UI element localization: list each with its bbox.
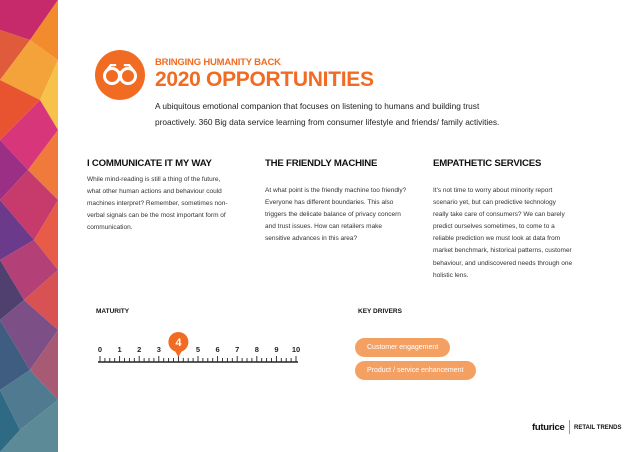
maturity-tick-label: 3	[156, 345, 161, 354]
page-lead: A ubiquitous emotional companion that focuses on listening to humans and building trust proactively. 360 Big data service learning from consumer lifestyle and friends/ family activities.	[155, 101, 500, 127]
binoculars-icon	[95, 50, 145, 100]
column-body: While mind-reading is still a thing of the future, what other human actions and behaviour could machines interpret? Remember, sometimes non-verbal signals can be the most important form of communication.	[87, 176, 228, 232]
key-drivers-label: KEY DRIVERS	[358, 308, 402, 315]
maturity-tick-label: 10	[291, 345, 301, 354]
key-driver-pill: Customer engagement	[355, 338, 450, 357]
column-communicate	[87, 158, 237, 234]
column-heading: THE FRIENDLY MACHINE	[265, 158, 378, 169]
maturity-tick-label: 2	[137, 345, 142, 354]
maturity-tick-label: 7	[235, 345, 240, 354]
maturity-label: MATURITY	[96, 308, 130, 315]
column-heading: I COMMUNICATE IT MY WAY	[87, 158, 212, 169]
maturity-marker-pointer	[174, 350, 182, 357]
maturity-tick-label: 9	[274, 345, 279, 354]
maturity-tick-label: 1	[117, 345, 122, 354]
key-driver-pill: Product / service enhancement	[355, 361, 476, 380]
column-body: At what point is the friendly machine too friendly? Everyone has different boundaries. This also triggers the delicate balance of privacy concern and trust issues. How can retailers make sensitive advances in this area?	[265, 187, 407, 243]
column-heading: EMPATHETIC SERVICES	[433, 158, 542, 169]
maturity-marker-label: 4	[175, 337, 182, 349]
footer-divider	[569, 420, 570, 434]
maturity-tick-label: 5	[195, 345, 201, 354]
maturity-tick-label: 6	[215, 345, 220, 354]
page-kicker: BRINGING HUMANITY BACK	[155, 57, 281, 68]
decorative-side-art	[0, 0, 58, 452]
column-empathetic-services	[433, 158, 583, 282]
brand-logo: futurice	[532, 422, 565, 433]
maturity-scale	[94, 330, 304, 370]
maturity-tick-label: 0	[97, 345, 103, 354]
column-friendly-machine	[265, 158, 415, 245]
page-title: 2020 OPPORTUNITIES	[155, 68, 374, 91]
maturity-tick-label: 8	[254, 345, 259, 354]
column-body: It's not time to worry about minority report scenario yet, but can predictive technology really take care of consumers? We can barely predict ourselves sometimes, to come to a reliable prediction we must look at data from market benchmark, historical patterns, customer behaviour, and undiscovered needs through one holistic lens.	[433, 187, 573, 279]
footer-tag: RETAIL TRENDS	[574, 425, 622, 431]
